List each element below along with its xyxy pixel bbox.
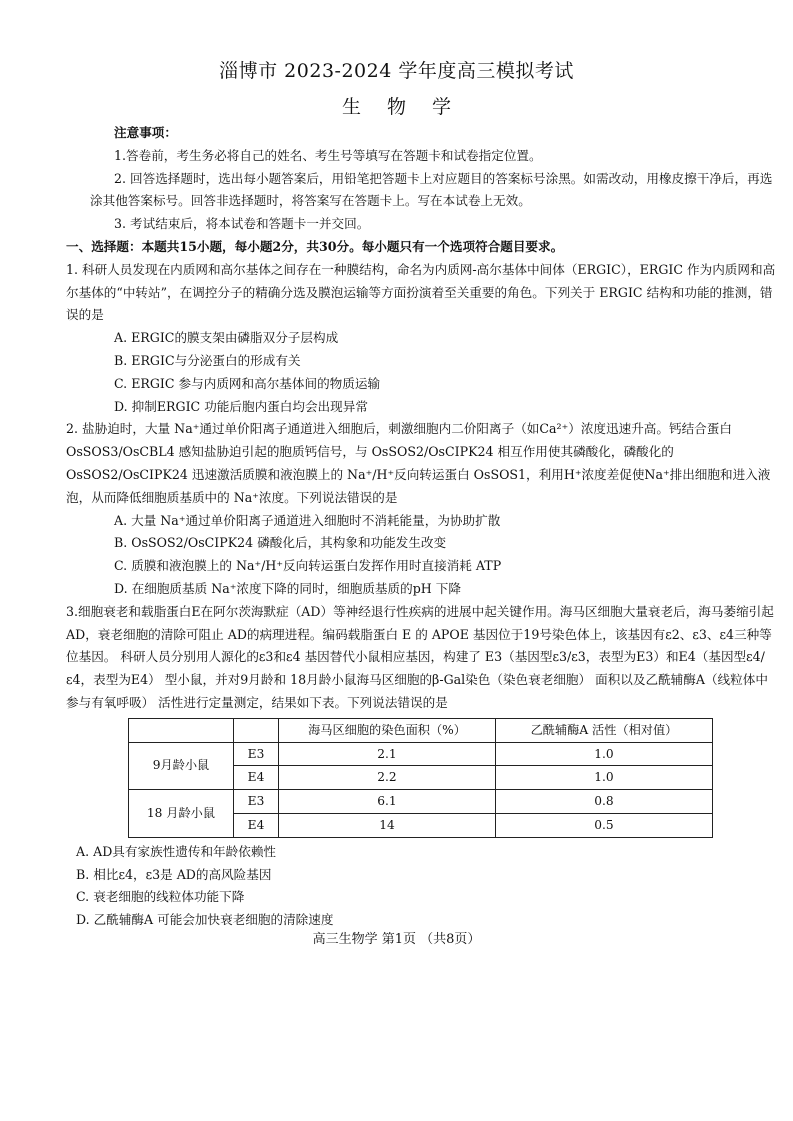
table-row	[129, 790, 713, 814]
table-header-row	[129, 718, 713, 742]
question-2-option-c: C. 质膜和液泡膜上的 Na⁺/H⁺反向转运蛋白发挥作用时直接消耗 ATP	[114, 558, 502, 574]
table-cell: E3	[234, 742, 279, 766]
table-cell: E3	[234, 790, 279, 814]
question-3-option-d: D. 乙酰辅酶A 可能会加快衰老细胞的清除速度	[76, 912, 334, 928]
table-corner-cell	[129, 718, 234, 742]
notice-heading: 注意事项：	[114, 125, 177, 140]
table-cell: 14	[279, 813, 496, 837]
exam-title: 淄博市 2023-2024 学年度高三模拟考试	[219, 60, 574, 82]
table-cell: 0.5	[496, 813, 713, 837]
question-1-option-d: D. 抑制ERGIC 功能后胞内蛋白均会出现异常	[114, 398, 368, 414]
table-cell: 6.1	[279, 790, 496, 814]
question-3-table	[128, 718, 713, 838]
notice-item-1: 1.答卷前，考生务必将自己的姓名、考生号等填写在答题卡和试卷指定位置。	[114, 147, 542, 163]
notice-item-2: 2. 回答选择题时，选出每小题答案后，用铅笔把答题卡上对应题目的答案标号涂黑。如需改动，用橡皮擦干净后，再选涂其他答案标号。回答非选择题时，将答案写在答题卡上。写在本试卷上无效。	[90, 170, 773, 209]
table-cell: 0.8	[496, 790, 713, 814]
question-3-option-a: A. AD具有家族性遗传和年龄依赖性	[76, 843, 277, 859]
table-group-label: 9月龄小鼠	[129, 742, 234, 790]
table-header-cell: 乙酰辅酶A 活性（相对值）	[496, 718, 713, 742]
table-group-label: 18 月龄小鼠	[129, 790, 234, 838]
question-3-stem: 3.细胞衰老和载脂蛋白E在阿尔茨海默症（AD）等神经退行性疾病的进展中起关键作用。海马区细胞大量衰老后，海马萎缩引起 AD，衰老细胞的清除可阻止 AD的病理进程。编码载脂蛋白 E 的 APOE 基因位于19号染色体上，该基因有ε2、ε3、ε4三种等位基因。 科研人员分别用人源化的ε3和ε4 基因替代小鼠相应基因，构建了 E3（基因型ε3/ε3，表型为E3）和E4（基因型ε4/ε4，表型为E4） 型小鼠，并对9月龄和 18月龄小鼠海马区细胞的β-Gal染色（染色衰老细胞） 面积以及乙酰辅酶A（线粒体中参与有氧呼吸） 活性进行定量测定，结果如下表。下列说法错误的是	[66, 603, 774, 710]
notice-item-3: 3. 考试结束后，将本试卷和答题卡一并交回。	[114, 216, 370, 232]
table-header-cell: 海马区细胞的染色面积（%）	[279, 718, 496, 742]
question-1-stem: 1. 科研人员发现在内质网和高尔基体之间存在一种膜结构，命名为内质网-高尔基体中间体（ERGIC），ERGIC 作为内质网和高尔基体的“中转站”，在调控分子的精确分选及膜泡运输等方面扮演着至关重要的角色。下列关于 ERGIC 结构和功能的推测，错误的是	[66, 261, 776, 323]
question-2-option-b: B. OsSOS2/OsCIPK24 磷酸化后，其构象和功能发生改变	[114, 535, 447, 551]
table-cell: E4	[234, 766, 279, 790]
question-3-option-b: B. 相比ε4，ε3是 AD的高风险基因	[76, 866, 272, 882]
table-cell: E4	[234, 813, 279, 837]
table-cell: 2.1	[279, 742, 496, 766]
table-row	[129, 742, 713, 766]
page-footer: 高三生物学 第1页 （共8页）	[312, 932, 481, 947]
question-2-stem: 2. 盐胁迫时，大量 Na⁺通过单价阳离子通道进入细胞后，刺激细胞内二价阳离子（如Ca²⁺）浓度迅速升高。钙结合蛋白 OsSOS3/OsCBL4 感知盐胁迫引起的胞质钙信号，与 OsSOS2/OsCIPK24 相互作用使其磷酸化，磷酸化的 OsSOS2/OsCIPK24 迅速激活质膜和液泡膜上的 Na⁺/H⁺反向转运蛋白 OsSOS1，利用H⁺浓度差促使Na⁺排出细胞和进入液泡，从而降低细胞质基质中的 Na⁺浓度。下列说法错误的是	[66, 421, 771, 505]
question-1-option-c: C. ERGIC 参与内质网和高尔基体间的物质运输	[114, 375, 381, 391]
section-heading: 一、选择题：本题共15小题，每小题2分，共30分。每小题只有一个选项符合题目要求。	[66, 238, 564, 254]
question-2-option-a: A. 大量 Na⁺通过单价阳离子通道进入细胞时不消耗能量，为协助扩散	[114, 512, 501, 528]
exam-content	[66, 122, 780, 932]
table-corner-cell	[234, 718, 279, 742]
table-cell: 1.0	[496, 742, 713, 766]
question-1-option-a: A. ERGIC的膜支架由磷脂双分子层构成	[114, 330, 339, 346]
question-2-option-d: D. 在细胞质基质 Na⁺浓度下降的同时，细胞质基质的pH 下降	[114, 580, 461, 596]
question-1-option-b: B. ERGIC与分泌蛋白的形成有关	[114, 352, 301, 368]
table-cell: 2.2	[279, 766, 496, 790]
exam-subject: 生物学	[341, 96, 477, 118]
table-cell: 1.0	[496, 766, 713, 790]
question-3-option-c: C. 衰老细胞的线粒体功能下降	[76, 889, 245, 905]
